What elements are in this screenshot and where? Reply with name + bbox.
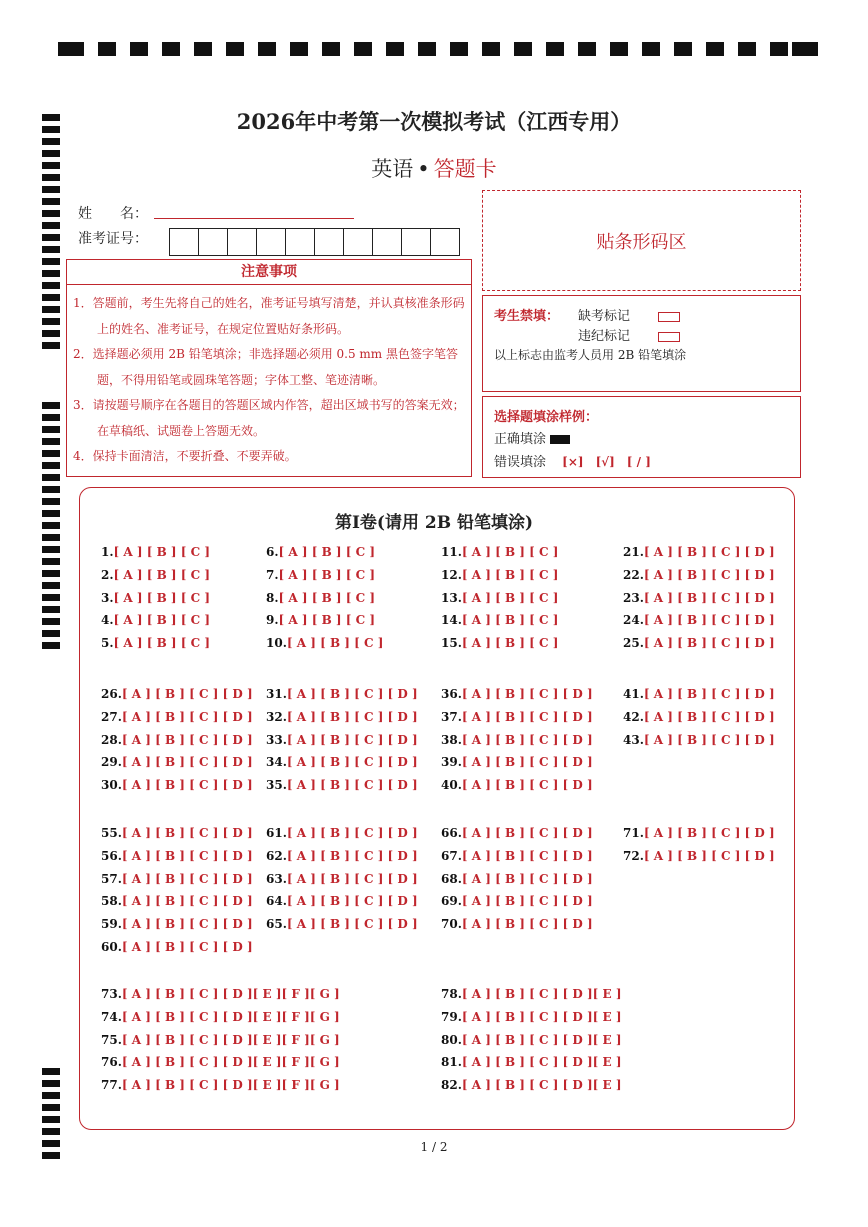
- question-number: 21.: [623, 545, 644, 559]
- answer-options[interactable]: [ A ] [ B ] [ C ] [ D ]: [461, 709, 593, 724]
- question-number: 64.: [266, 894, 287, 909]
- answer-options[interactable]: [ A ] [ B ] [ C ] [ D ]: [461, 778, 593, 793]
- question-row[interactable]: [441, 568, 558, 582]
- question-row[interactable]: [266, 872, 418, 886]
- notice-heading: 注意事项: [67, 260, 471, 285]
- question-number: 39.: [441, 755, 462, 770]
- question-row[interactable]: [623, 613, 775, 627]
- answer-options[interactable]: [ A ] [ B ] [ C ] [ D ]: [121, 826, 253, 840]
- answer-options[interactable]: [ A ] [ B ] [ C ] [ D ]: [461, 732, 593, 747]
- question-number: 6.: [266, 545, 279, 559]
- correct-fill-sample: [550, 435, 570, 444]
- answer-options[interactable]: [ A ] [ B ] [ C ]: [461, 613, 559, 628]
- question-number: 60.: [101, 940, 122, 954]
- question-number: 24.: [623, 613, 644, 628]
- question-number: 12.: [441, 567, 462, 582]
- question-row[interactable]: [101, 1033, 340, 1047]
- question-number: 42.: [623, 709, 644, 724]
- question-row[interactable]: [441, 872, 593, 886]
- subject-label: 英语: [371, 157, 414, 181]
- name-field[interactable]: [154, 218, 354, 219]
- question-number: 1.: [101, 545, 114, 559]
- correct-fill-row: [494, 428, 570, 447]
- question-number: 40.: [441, 778, 462, 793]
- question-number: 34.: [266, 755, 287, 770]
- question-number: 30.: [101, 778, 122, 793]
- answer-options[interactable]: [ A ] [ B ] [ C ] [ D ][ E ]: [461, 987, 622, 1001]
- question-row[interactable]: [441, 987, 622, 1001]
- question-row[interactable]: [441, 894, 593, 908]
- question-row[interactable]: [441, 917, 593, 931]
- answer-options[interactable]: [ A ] [ B ] [ C ] [ D ][ E ][ F ][ G ]: [121, 1055, 340, 1070]
- question-number: 25.: [623, 636, 644, 651]
- question-number: 26.: [101, 687, 122, 701]
- exam-id-boxes[interactable]: [170, 228, 460, 256]
- question-row[interactable]: [441, 636, 558, 650]
- question-row[interactable]: [101, 687, 253, 701]
- question-number: 59.: [101, 917, 122, 932]
- answer-options[interactable]: [ A ] [ B ] [ C ] [ D ]: [461, 687, 593, 701]
- question-number: 10.: [266, 636, 287, 651]
- question-row[interactable]: [623, 687, 775, 701]
- prohibited-box: [482, 295, 801, 392]
- question-row[interactable]: [623, 733, 775, 747]
- question-number: 80.: [441, 1032, 462, 1047]
- question-row[interactable]: [101, 826, 253, 840]
- answer-options[interactable]: [ A ] [ B ] [ C ] [ D ]: [121, 778, 253, 793]
- question-number: 5.: [101, 636, 114, 651]
- answer-options[interactable]: [ A ] [ B ] [ C ] [ D ]: [643, 613, 775, 628]
- fill-example-box: [482, 396, 801, 478]
- question-number: 11.: [441, 545, 462, 559]
- question-row[interactable]: [441, 826, 593, 840]
- question-row[interactable]: [441, 545, 558, 559]
- question-number: 66.: [441, 826, 462, 840]
- question-row[interactable]: [623, 591, 775, 605]
- question-row[interactable]: [441, 755, 593, 769]
- answer-options[interactable]: [ A ] [ B ] [ C ] [ D ][ E ][ F ][ G ]: [121, 1009, 340, 1024]
- section-title: 第I卷(请用 2B 铅笔填涂): [334, 513, 534, 533]
- question-number: 22.: [623, 567, 644, 582]
- question-row[interactable]: [441, 1033, 622, 1047]
- question-number: 27.: [101, 709, 122, 724]
- answer-options[interactable]: [ A ] [ B ] [ C ] [ D ]: [461, 871, 593, 886]
- answer-options[interactable]: [ A ] [ B ] [ C ] [ D ]: [121, 732, 253, 747]
- notice-item: 1．答题前，考生先将自己的姓名，准考证号填写清楚，并认真核准条形码上的姓名、准考证号，在规定位置贴好条形码。: [73, 296, 465, 336]
- question-row[interactable]: [441, 710, 593, 724]
- question-number: 61.: [266, 826, 287, 840]
- violation-mark-label: 违纪标记: [578, 329, 631, 344]
- top-timing-marks: [58, 42, 818, 56]
- answer-options[interactable]: [ A ] [ B ] [ C ]: [461, 636, 559, 651]
- question-number: 9.: [266, 613, 279, 628]
- answer-options[interactable]: [ A ] [ B ] [ C ] [ D ][ E ]: [461, 1032, 622, 1047]
- question-row[interactable]: [101, 872, 253, 886]
- question-row[interactable]: [266, 545, 375, 559]
- question-number: 57.: [101, 871, 122, 886]
- answer-options[interactable]: [ A ] [ B ] [ C ] [ D ]: [286, 709, 418, 724]
- question-number: 63.: [266, 871, 287, 886]
- answer-options[interactable]: [ A ] [ B ] [ C ]: [113, 590, 211, 605]
- question-row[interactable]: [266, 591, 375, 605]
- answer-options[interactable]: [ A ] [ B ] [ C ] [ D ]: [121, 709, 253, 724]
- question-number: 69.: [441, 894, 462, 909]
- question-row[interactable]: [101, 636, 210, 650]
- question-row[interactable]: [101, 710, 253, 724]
- answer-options[interactable]: [ A ] [ B ] [ C ] [ D ]: [461, 755, 593, 770]
- answer-options[interactable]: [ A ] [ B ] [ C ] [ D ]: [121, 917, 253, 932]
- question-row[interactable]: [441, 591, 558, 605]
- answer-options[interactable]: [ A ] [ B ] [ C ] [ D ]: [286, 826, 418, 840]
- answer-options[interactable]: [ A ] [ B ] [ C ]: [461, 567, 559, 582]
- question-number: 35.: [266, 778, 287, 793]
- question-number: 77.: [101, 1078, 122, 1093]
- question-row[interactable]: [623, 636, 775, 650]
- question-row[interactable]: [623, 568, 775, 582]
- answer-options[interactable]: [ A ] [ B ] [ C ] [ D ]: [461, 894, 593, 909]
- answer-options[interactable]: [ A ] [ B ] [ C ] [ D ]: [286, 732, 418, 747]
- question-row[interactable]: [101, 1010, 340, 1024]
- question-row[interactable]: [101, 940, 253, 954]
- answer-options[interactable]: [ A ] [ B ] [ C ] [ D ][ E ]: [461, 1009, 622, 1024]
- answer-options[interactable]: [ A ] [ B ] [ C ] [ D ][ E ][ F ][ G ]: [121, 1078, 340, 1093]
- wrong-fill-samples: [×] [√] [ / ]: [562, 455, 651, 469]
- subtitle-separator: •: [417, 157, 430, 181]
- answer-options[interactable]: [ A ] [ B ] [ C ]: [278, 613, 376, 628]
- question-row[interactable]: [266, 894, 418, 908]
- question-row[interactable]: [623, 849, 775, 863]
- answer-options[interactable]: [ A ] [ B ] [ C ] [ D ]: [121, 755, 253, 770]
- question-row[interactable]: [266, 687, 418, 701]
- question-number: 78.: [441, 987, 462, 1001]
- question-number: 79.: [441, 1009, 462, 1024]
- answer-options[interactable]: [ A ] [ B ] [ C ]: [113, 545, 211, 559]
- question-number: 31.: [266, 687, 287, 701]
- question-number: 76.: [101, 1055, 122, 1070]
- question-row[interactable]: [101, 591, 210, 605]
- answer-options[interactable]: [ A ] [ B ] [ C ] [ D ]: [121, 894, 253, 909]
- answer-options[interactable]: [ A ] [ B ] [ C ] [ D ]: [643, 826, 775, 840]
- question-row[interactable]: [266, 826, 418, 840]
- question-number: 13.: [441, 590, 462, 605]
- notice-item: 2．选择题必须用 2B 铅笔填涂；非选择题必须用 0.5 mm 黑色签字笔答题，不得用铅笔或圆珠笔答题；字体工整、笔迹清晰。: [73, 347, 459, 387]
- question-row[interactable]: [101, 755, 253, 769]
- answer-options[interactable]: [ A ] [ B ] [ C ]: [278, 545, 376, 559]
- answer-options[interactable]: [ A ] [ B ] [ C ] [ D ]: [461, 848, 593, 863]
- question-row[interactable]: [101, 1055, 340, 1069]
- question-row[interactable]: [441, 613, 558, 627]
- question-number: 62.: [266, 848, 287, 863]
- question-number: 37.: [441, 709, 462, 724]
- question-row[interactable]: [101, 568, 210, 582]
- page-number: 1 / 2: [420, 1140, 448, 1154]
- prohibited-note: 以上标志由监考人员用 2B 铅笔填涂: [494, 348, 687, 362]
- question-number: 71.: [623, 826, 644, 840]
- fill-example-label: 选择题填涂样例：: [494, 410, 599, 425]
- notice-box: [66, 259, 472, 477]
- answer-options[interactable]: [ A ] [ B ] [ C ] [ D ]: [461, 826, 593, 840]
- question-number: 43.: [623, 732, 644, 747]
- answer-options[interactable]: [ A ] [ B ] [ C ]: [461, 545, 559, 559]
- question-row[interactable]: [623, 545, 775, 559]
- question-row[interactable]: [623, 826, 775, 840]
- answer-options[interactable]: [ A ] [ B ] [ C ]: [286, 636, 384, 651]
- answer-options[interactable]: [ A ] [ B ] [ C ] [ D ]: [286, 894, 418, 909]
- question-number: 36.: [441, 687, 462, 701]
- question-number: 56.: [101, 848, 122, 863]
- page-title: 2026年中考第一次模拟考试（江西专用）: [236, 109, 632, 134]
- question-number: 28.: [101, 732, 122, 747]
- question-row[interactable]: [441, 733, 593, 747]
- answer-options[interactable]: [ A ] [ B ] [ C ] [ D ]: [461, 917, 593, 932]
- answer-options[interactable]: [ A ] [ B ] [ C ]: [278, 567, 376, 582]
- question-row[interactable]: [266, 849, 418, 863]
- answer-options[interactable]: [ A ] [ B ] [ C ]: [278, 590, 376, 605]
- question-number: 33.: [266, 732, 287, 747]
- absent-mark-row: [578, 305, 680, 324]
- question-row[interactable]: [101, 894, 253, 908]
- question-row[interactable]: [101, 849, 253, 863]
- question-number: 32.: [266, 709, 287, 724]
- question-number: 74.: [101, 1009, 122, 1024]
- question-row[interactable]: [441, 1078, 622, 1092]
- question-number: 65.: [266, 917, 287, 932]
- violation-mark-row: [578, 325, 680, 344]
- answer-options[interactable]: [ A ] [ B ] [ C ] [ D ]: [286, 871, 418, 886]
- question-row[interactable]: [266, 778, 418, 792]
- answer-options[interactable]: [ A ] [ B ] [ C ] [ D ]: [643, 848, 775, 863]
- answer-options[interactable]: [ A ] [ B ] [ C ] [ D ][ E ][ F ][ G ]: [121, 987, 340, 1001]
- question-row[interactable]: [266, 733, 418, 747]
- question-row[interactable]: [101, 613, 210, 627]
- answer-options[interactable]: [ A ] [ B ] [ C ] [ D ][ E ]: [461, 1055, 622, 1070]
- answer-options[interactable]: [ A ] [ B ] [ C ] [ D ]: [286, 848, 418, 863]
- question-row[interactable]: [441, 1010, 622, 1024]
- question-row[interactable]: [266, 710, 418, 724]
- answer-options[interactable]: [ A ] [ B ] [ C ] [ D ]: [121, 687, 253, 701]
- answer-options[interactable]: [ A ] [ B ] [ C ] [ D ][ E ][ F ][ G ]: [121, 1032, 340, 1047]
- question-number: 14.: [441, 613, 462, 628]
- question-number: 29.: [101, 755, 122, 770]
- question-number: 15.: [441, 636, 462, 651]
- answer-options[interactable]: [ A ] [ B ] [ C ] [ D ]: [121, 940, 253, 954]
- notice-item: 3．请按题号顺序在各题目的答题区域内作答，超出区域书写的答案无效；在草稿纸、试题卷上答题无效。: [73, 398, 465, 438]
- question-row[interactable]: [266, 613, 375, 627]
- page-subtitle: [0, 153, 868, 183]
- answer-options[interactable]: [ A ] [ B ] [ C ]: [113, 613, 211, 628]
- question-number: 73.: [101, 987, 122, 1001]
- question-number: 55.: [101, 826, 122, 840]
- answer-options[interactable]: [ A ] [ B ] [ C ] [ D ]: [286, 687, 418, 701]
- absent-mark-label: 缺考标记: [578, 309, 631, 324]
- question-number: 68.: [441, 871, 462, 886]
- answer-options[interactable]: [ A ] [ B ] [ C ]: [461, 590, 559, 605]
- question-number: 3.: [101, 590, 114, 605]
- question-row[interactable]: [266, 636, 383, 650]
- answer-options[interactable]: [ A ] [ B ] [ C ] [ D ]: [643, 567, 775, 582]
- question-number: 82.: [441, 1078, 462, 1093]
- question-row[interactable]: [101, 917, 253, 931]
- question-row[interactable]: [441, 849, 593, 863]
- question-row[interactable]: [266, 917, 418, 931]
- answer-options[interactable]: [ A ] [ B ] [ C ] [ D ]: [643, 709, 775, 724]
- notice-item: 4．保持卡面清洁，不要折叠、不要弄破。: [73, 449, 297, 463]
- question-row[interactable]: [441, 778, 593, 792]
- violation-mark-box[interactable]: [658, 332, 680, 342]
- answer-options[interactable]: [ A ] [ B ] [ C ] [ D ]: [286, 917, 418, 932]
- answer-options[interactable]: [ A ] [ B ] [ C ] [ D ]: [286, 778, 418, 793]
- question-row[interactable]: [101, 1078, 340, 1092]
- absent-mark-box[interactable]: [658, 312, 680, 322]
- question-row[interactable]: [101, 733, 253, 747]
- answer-options[interactable]: [ A ] [ B ] [ C ] [ D ]: [286, 755, 418, 770]
- answer-options[interactable]: [ A ] [ B ] [ C ] [ D ]: [643, 636, 775, 651]
- answer-options[interactable]: [ A ] [ B ] [ C ]: [113, 636, 211, 651]
- question-row[interactable]: [101, 778, 253, 792]
- question-row[interactable]: [441, 1055, 622, 1069]
- answer-options[interactable]: [ A ] [ B ] [ C ] [ D ]: [121, 848, 253, 863]
- answer-options[interactable]: [ A ] [ B ] [ C ] [ D ]: [643, 687, 775, 701]
- question-number: 2.: [101, 567, 114, 582]
- question-number: 81.: [441, 1055, 462, 1070]
- question-number: 8.: [266, 590, 279, 605]
- question-number: 4.: [101, 613, 114, 628]
- question-number: 70.: [441, 917, 462, 932]
- correct-fill-label: 正确填涂: [494, 432, 547, 447]
- question-row[interactable]: [101, 987, 340, 1001]
- left-timing-marks-top: [42, 114, 60, 354]
- barcode-area: 贴条形码区: [482, 190, 801, 291]
- answer-options[interactable]: [ A ] [ B ] [ C ] [ D ]: [121, 871, 253, 886]
- wrong-fill-row: [494, 451, 651, 470]
- question-row[interactable]: [623, 710, 775, 724]
- question-number: 72.: [623, 848, 644, 863]
- prohibited-label: 考生禁填：: [494, 309, 560, 324]
- answer-options[interactable]: [ A ] [ B ] [ C ] [ D ]: [643, 732, 775, 747]
- question-row[interactable]: [266, 568, 375, 582]
- exam-id-label: 准考证号：: [78, 231, 148, 247]
- question-row[interactable]: [101, 545, 210, 559]
- answer-options[interactable]: [ A ] [ B ] [ C ]: [113, 567, 211, 582]
- question-number: 41.: [623, 687, 644, 701]
- question-number: 38.: [441, 732, 462, 747]
- question-number: 67.: [441, 848, 462, 863]
- answer-options[interactable]: [ A ] [ B ] [ C ] [ D ][ E ]: [461, 1078, 622, 1093]
- question-row[interactable]: [266, 755, 418, 769]
- question-number: 23.: [623, 590, 644, 605]
- wrong-fill-label: 错误填涂: [494, 455, 547, 470]
- answer-options[interactable]: [ A ] [ B ] [ C ] [ D ]: [643, 590, 775, 605]
- question-row[interactable]: [441, 687, 593, 701]
- name-label: 姓 名：: [78, 206, 148, 222]
- question-number: 75.: [101, 1032, 122, 1047]
- question-number: 7.: [266, 567, 279, 582]
- question-number: 58.: [101, 894, 122, 909]
- card-label: 答题卡: [433, 157, 497, 181]
- answer-options[interactable]: [ A ] [ B ] [ C ] [ D ]: [643, 545, 775, 559]
